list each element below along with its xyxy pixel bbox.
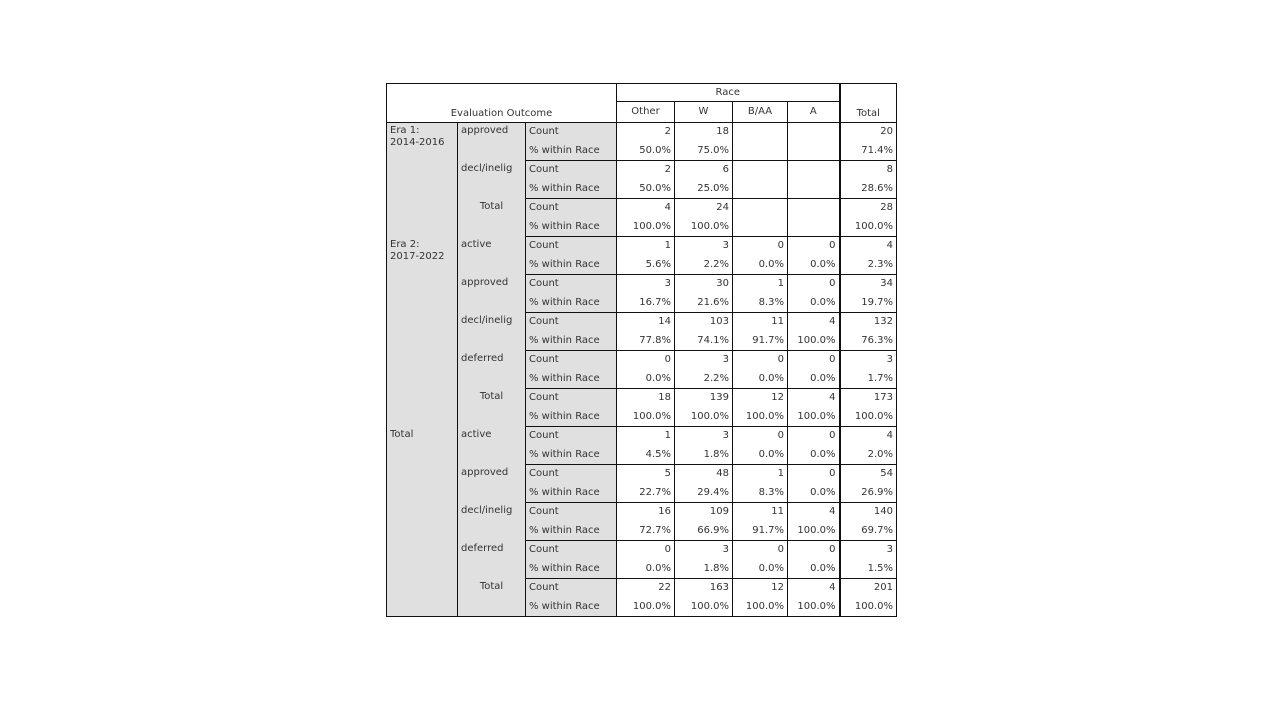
data-cell: 12 (733, 389, 788, 408)
stat-label: Count (526, 275, 617, 294)
row-total-cell: 8 (840, 161, 897, 180)
data-cell: 0.0% (733, 446, 788, 465)
column-header: A (788, 102, 840, 123)
stat-label: % within Race (526, 332, 617, 351)
data-cell: 0 (788, 237, 840, 256)
data-cell: 5.6% (617, 256, 675, 275)
data-cell: 2 (617, 123, 675, 142)
table-row (387, 579, 897, 598)
row-total-cell: 173 (840, 389, 897, 408)
row-total-cell: 4 (840, 427, 897, 446)
table-row (387, 465, 897, 484)
data-cell: 4 (617, 199, 675, 218)
data-cell: 100.0% (788, 522, 840, 541)
table-row (387, 123, 897, 142)
data-cell (733, 161, 788, 180)
data-cell: 3 (617, 275, 675, 294)
outcome-label: approved (458, 123, 526, 161)
data-cell: 0 (733, 541, 788, 560)
table-row (387, 313, 897, 332)
subtotal-label: Total (458, 199, 526, 237)
data-cell: 0.0% (788, 484, 840, 503)
data-cell (788, 142, 840, 161)
data-cell: 14 (617, 313, 675, 332)
data-cell: 22 (617, 579, 675, 598)
data-cell: 1 (617, 237, 675, 256)
data-cell: 50.0% (617, 180, 675, 199)
data-cell: 0.0% (733, 256, 788, 275)
row-total-cell: 2.0% (840, 446, 897, 465)
data-cell: 0.0% (617, 370, 675, 389)
data-cell: 29.4% (675, 484, 733, 503)
outcome-label: decl/inelig (458, 161, 526, 199)
data-cell: 0 (733, 427, 788, 446)
data-cell: 22.7% (617, 484, 675, 503)
data-cell: 1 (733, 465, 788, 484)
data-cell: 4 (788, 503, 840, 522)
data-cell: 21.6% (675, 294, 733, 313)
data-cell: 0.0% (617, 560, 675, 579)
data-cell: 77.8% (617, 332, 675, 351)
row-total-cell: 69.7% (840, 522, 897, 541)
stat-label: % within Race (526, 484, 617, 503)
data-cell: 12 (733, 579, 788, 598)
stat-label: Count (526, 427, 617, 446)
data-cell: 100.0% (617, 408, 675, 427)
data-cell: 0 (788, 275, 840, 294)
row-total-cell: 20 (840, 123, 897, 142)
data-cell: 163 (675, 579, 733, 598)
stat-label: Count (526, 465, 617, 484)
data-cell: 0 (788, 465, 840, 484)
data-cell: 48 (675, 465, 733, 484)
outcome-label: approved (458, 275, 526, 313)
outcome-label: decl/inelig (458, 313, 526, 351)
stat-label: % within Race (526, 256, 617, 275)
row-total-cell: 100.0% (840, 408, 897, 427)
data-cell: 4.5% (617, 446, 675, 465)
data-cell: 1 (733, 275, 788, 294)
stat-label: % within Race (526, 294, 617, 313)
data-cell: 16 (617, 503, 675, 522)
outcome-label: deferred (458, 351, 526, 389)
stat-label: Count (526, 503, 617, 522)
data-cell: 1.8% (675, 446, 733, 465)
data-cell: 72.7% (617, 522, 675, 541)
data-cell: 1 (617, 427, 675, 446)
subtotal-label: Total (458, 389, 526, 427)
data-cell (733, 199, 788, 218)
data-cell: 25.0% (675, 180, 733, 199)
row-total-cell: 100.0% (840, 218, 897, 237)
stat-label: Count (526, 123, 617, 142)
data-cell: 100.0% (617, 598, 675, 617)
row-total-cell: 132 (840, 313, 897, 332)
data-cell: 0 (733, 237, 788, 256)
data-cell: 109 (675, 503, 733, 522)
row-total-cell: 201 (840, 579, 897, 598)
data-cell: 0 (788, 541, 840, 560)
outcome-label: approved (458, 465, 526, 503)
data-cell: 16.7% (617, 294, 675, 313)
data-cell: 74.1% (675, 332, 733, 351)
data-cell: 0 (788, 427, 840, 446)
data-cell: 2.2% (675, 370, 733, 389)
row-total-cell: 2.3% (840, 256, 897, 275)
outcome-label: decl/inelig (458, 503, 526, 541)
stat-label: % within Race (526, 522, 617, 541)
data-cell (733, 218, 788, 237)
data-cell: 0 (617, 541, 675, 560)
table-row (387, 541, 897, 560)
data-cell: 2.2% (675, 256, 733, 275)
data-cell: 24 (675, 199, 733, 218)
row-total-cell: 26.9% (840, 484, 897, 503)
column-header: Other (617, 102, 675, 123)
table-row (387, 389, 897, 408)
data-cell: 4 (788, 313, 840, 332)
data-cell (788, 199, 840, 218)
data-cell (733, 180, 788, 199)
data-cell: 100.0% (675, 598, 733, 617)
column-header-total: Total (840, 84, 897, 123)
data-cell: 100.0% (733, 598, 788, 617)
data-cell: 0.0% (733, 560, 788, 579)
stat-label: Count (526, 313, 617, 332)
data-cell: 0.0% (788, 446, 840, 465)
row-total-cell: 3 (840, 541, 897, 560)
data-cell: 1.8% (675, 560, 733, 579)
table-row (387, 161, 897, 180)
data-cell: 100.0% (788, 598, 840, 617)
table-row (387, 199, 897, 218)
stat-label: Count (526, 541, 617, 560)
data-cell: 100.0% (617, 218, 675, 237)
data-cell: 5 (617, 465, 675, 484)
crosstab-table (386, 83, 897, 617)
data-cell: 75.0% (675, 142, 733, 161)
row-total-cell: 71.4% (840, 142, 897, 161)
data-cell: 30 (675, 275, 733, 294)
stat-label: Count (526, 579, 617, 598)
column-header: B/AA (733, 102, 788, 123)
data-cell (733, 123, 788, 142)
data-cell: 0.0% (788, 370, 840, 389)
data-cell: 0.0% (788, 256, 840, 275)
data-cell: 66.9% (675, 522, 733, 541)
data-cell: 0.0% (788, 294, 840, 313)
column-group-title: Race (617, 84, 840, 102)
row-total-cell: 3 (840, 351, 897, 370)
table-row (387, 427, 897, 446)
data-cell: 3 (675, 237, 733, 256)
data-cell: 3 (675, 541, 733, 560)
data-cell: 103 (675, 313, 733, 332)
row-total-cell: 34 (840, 275, 897, 294)
data-cell: 50.0% (617, 142, 675, 161)
row-total-cell: 54 (840, 465, 897, 484)
data-cell: 100.0% (733, 408, 788, 427)
data-cell (788, 180, 840, 199)
data-cell: 3 (675, 351, 733, 370)
row-total-cell: 1.7% (840, 370, 897, 389)
outcome-label: deferred (458, 541, 526, 579)
era-label: Total (387, 427, 458, 617)
table-row (387, 503, 897, 522)
data-cell: 0 (733, 351, 788, 370)
data-cell: 139 (675, 389, 733, 408)
table-row (387, 237, 897, 256)
data-cell: 18 (617, 389, 675, 408)
stat-label: % within Race (526, 560, 617, 579)
stat-label: % within Race (526, 142, 617, 161)
data-cell: 4 (788, 389, 840, 408)
data-cell: 2 (617, 161, 675, 180)
data-cell: 8.3% (733, 484, 788, 503)
column-header: W (675, 102, 733, 123)
era-label: Era 1: 2014-2016 (387, 123, 458, 237)
data-cell: 6 (675, 161, 733, 180)
stat-label: Count (526, 351, 617, 370)
data-cell (788, 218, 840, 237)
data-cell: 0 (788, 351, 840, 370)
stat-label: Count (526, 199, 617, 218)
row-total-cell: 140 (840, 503, 897, 522)
table-row (387, 351, 897, 370)
stat-label: % within Race (526, 408, 617, 427)
data-cell (788, 123, 840, 142)
data-cell: 11 (733, 503, 788, 522)
data-cell: 0 (617, 351, 675, 370)
stat-label: Count (526, 389, 617, 408)
data-cell: 8.3% (733, 294, 788, 313)
row-total-cell: 19.7% (840, 294, 897, 313)
data-cell: 100.0% (788, 332, 840, 351)
data-cell: 91.7% (733, 332, 788, 351)
row-total-cell: 1.5% (840, 560, 897, 579)
data-cell: 0.0% (733, 370, 788, 389)
data-cell: 100.0% (788, 408, 840, 427)
stat-label: % within Race (526, 218, 617, 237)
data-cell: 100.0% (675, 218, 733, 237)
data-cell: 11 (733, 313, 788, 332)
table-row (387, 275, 897, 294)
stat-label: % within Race (526, 446, 617, 465)
row-total-cell: 100.0% (840, 598, 897, 617)
data-cell: 4 (788, 579, 840, 598)
data-cell: 18 (675, 123, 733, 142)
data-cell: 0.0% (788, 560, 840, 579)
subtotal-label: Total (458, 579, 526, 617)
row-total-cell: 28.6% (840, 180, 897, 199)
stat-label: % within Race (526, 370, 617, 389)
outcome-label: active (458, 237, 526, 275)
outcome-label: active (458, 427, 526, 465)
row-total-cell: 4 (840, 237, 897, 256)
stat-label: Count (526, 237, 617, 256)
row-total-cell: 76.3% (840, 332, 897, 351)
data-cell: 3 (675, 427, 733, 446)
row-total-cell: 28 (840, 199, 897, 218)
stat-label: Count (526, 161, 617, 180)
data-cell: 100.0% (675, 408, 733, 427)
data-cell: 91.7% (733, 522, 788, 541)
data-cell (788, 161, 840, 180)
stat-label: % within Race (526, 598, 617, 617)
row-header-title: Evaluation Outcome (387, 84, 617, 123)
stat-label: % within Race (526, 180, 617, 199)
era-label: Era 2: 2017-2022 (387, 237, 458, 427)
data-cell (733, 142, 788, 161)
